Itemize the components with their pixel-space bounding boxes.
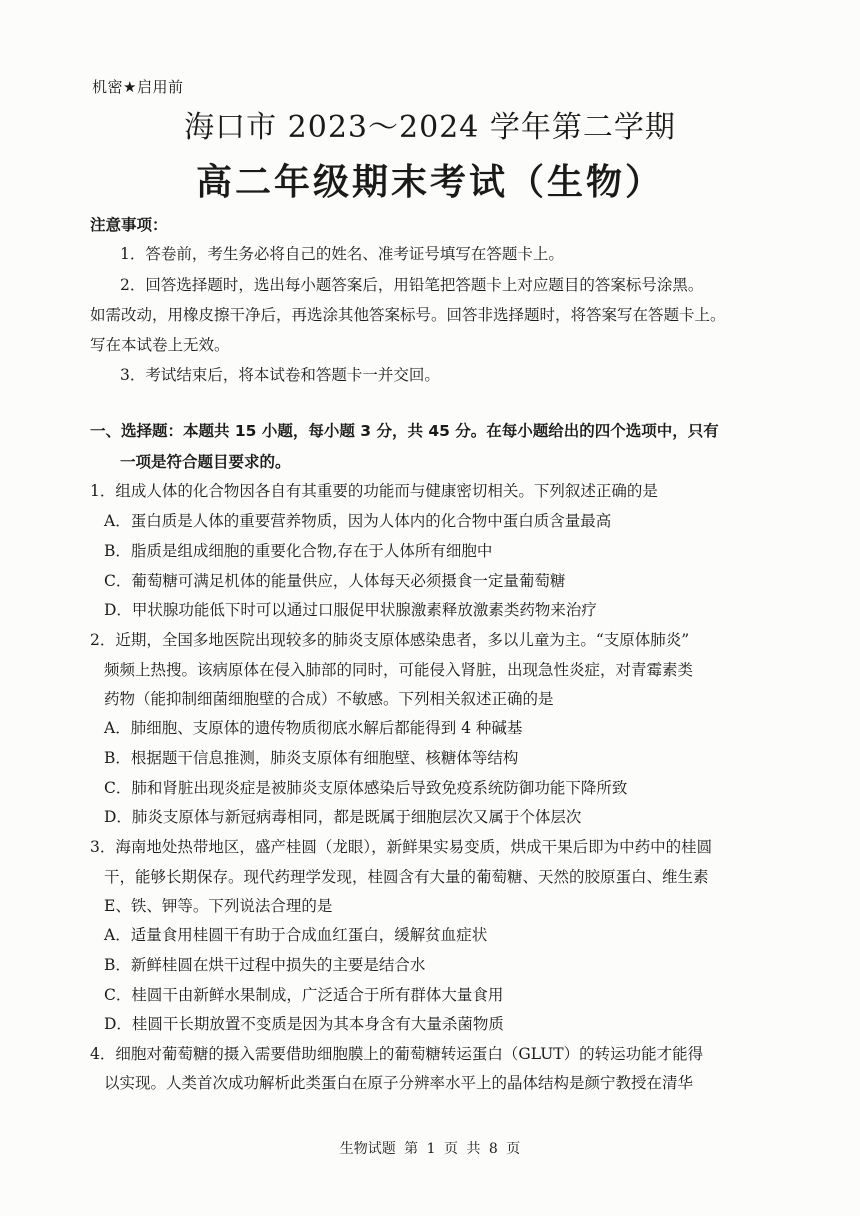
question-2-option-a: A．肺细胞、支原体的遗传物质彻底水解后都能得到 4 种碱基	[104, 719, 523, 737]
notice-item-2-end: 写在本试卷上无效。	[90, 336, 230, 354]
notice-item-3: 3．考试结束后，将本试卷和答题卡一并交回。	[120, 366, 440, 384]
question-3-option-d: D．桂圆干长期放置不变质是因为其本身含有大量杀菌物质	[104, 1015, 504, 1033]
confidential-mark: 机密★启用前	[92, 78, 184, 96]
notice-item-2: 2．回答选择题时，选出每小题答案后，用铅笔把答题卡上对应题目的答案标号涂黑。	[120, 276, 704, 294]
question-1-stem: 1．组成人体的化合物因各自有其重要的功能而与健康密切相关。下列叙述正确的是	[90, 482, 658, 500]
question-1-option-d: D．甲状腺功能低下时可以通过口服促甲状腺激素释放激素类药物来治疗	[104, 601, 597, 619]
question-2-stem: 2．近期，全国多地医院出现较多的肺炎支原体感染患者，多以儿童为主。“支原体肺炎”	[90, 631, 690, 649]
question-4-stem: 4．细胞对葡萄糖的摄入需要借助细胞膜上的葡萄糖转运蛋白（GLUT）的转运功能才能得	[90, 1045, 704, 1063]
exam-title-term: 海口市 2023～2024 学年第二学期	[184, 110, 676, 145]
question-3-stem: 3．海南地处热带地区，盛产桂圆（龙眼），新鲜果实易变质，烘成干果后即为中药中的桂圆	[90, 838, 713, 856]
question-3-option-b: B．新鲜桂圆在烘干过程中损失的主要是结合水	[104, 956, 426, 974]
question-2-option-b: B．根据题干信息推测，肺炎支原体有细胞壁、核糖体等结构	[104, 749, 519, 767]
question-2-option-d: D．肺炎支原体与新冠病毒相同，都是既属于细胞层次又属于个体层次	[104, 808, 582, 826]
question-2-stem-end: 药物（能抑制细菌细胞壁的合成）不敏感。下列相关叙述正确的是	[104, 690, 554, 708]
question-1-option-c: C．葡萄糖可满足机体的能量供应，人体每天必须摄食一定量葡萄糖	[104, 572, 566, 590]
question-3-option-a: A．适量食用桂圆干有助于合成血红蛋白，缓解贫血症状	[104, 926, 488, 944]
question-1-option-b: B．脂质是组成细胞的重要化合物,存在于人体所有细胞中	[104, 542, 493, 560]
page-footer: 生物试题 第 1 页 共 8 页	[339, 1141, 521, 1157]
section-heading: 一、选择题：本题共 15 小题，每小题 3 分，共 45 分。在每小题给出的四个选项中，只有	[90, 422, 719, 440]
question-3-stem-end: E、铁、钾等。下列说法合理的是	[104, 897, 333, 915]
section-heading-cont: 一项是符合题目要求的。	[120, 453, 291, 471]
question-4-stem-cont: 以实现。人类首次成功解析此类蛋白在原子分辨率水平上的晶体结构是颜宁教授在清华	[104, 1074, 694, 1092]
question-2-stem-cont: 频频上热搜。该病原体在侵入肺部的同时，可能侵入肾脏，出现急性炎症，对青霉素类	[104, 661, 694, 679]
question-3-option-c: C．桂圆干由新鲜水果制成，广泛适合于所有群体大量食用	[104, 986, 504, 1004]
exam-title-subject: 高二年级期末考试（生物）	[195, 162, 664, 203]
question-2-option-c: C．肺和肾脏出现炎症是被肺炎支原体感染后导致免疫系统防御功能下降所致	[104, 779, 628, 797]
notice-item-2-cont: 如需改动，用橡皮擦干净后，再选涂其他答案标号。回答非选择题时，将答案写在答题卡上。	[90, 306, 726, 324]
notice-item-1: 1．答卷前，考生务必将自己的姓名、准考证号填写在答题卡上。	[120, 245, 564, 263]
notice-heading: 注意事项：	[90, 216, 168, 234]
question-3-stem-cont: 干，能够长期保存。现代药理学发现，桂圆含有大量的葡萄糖、天然的胶原蛋白、维生素	[104, 868, 709, 886]
question-1-option-a: A．蛋白质是人体的重要营养物质，因为人体内的化合物中蛋白质含量最高	[104, 512, 612, 530]
